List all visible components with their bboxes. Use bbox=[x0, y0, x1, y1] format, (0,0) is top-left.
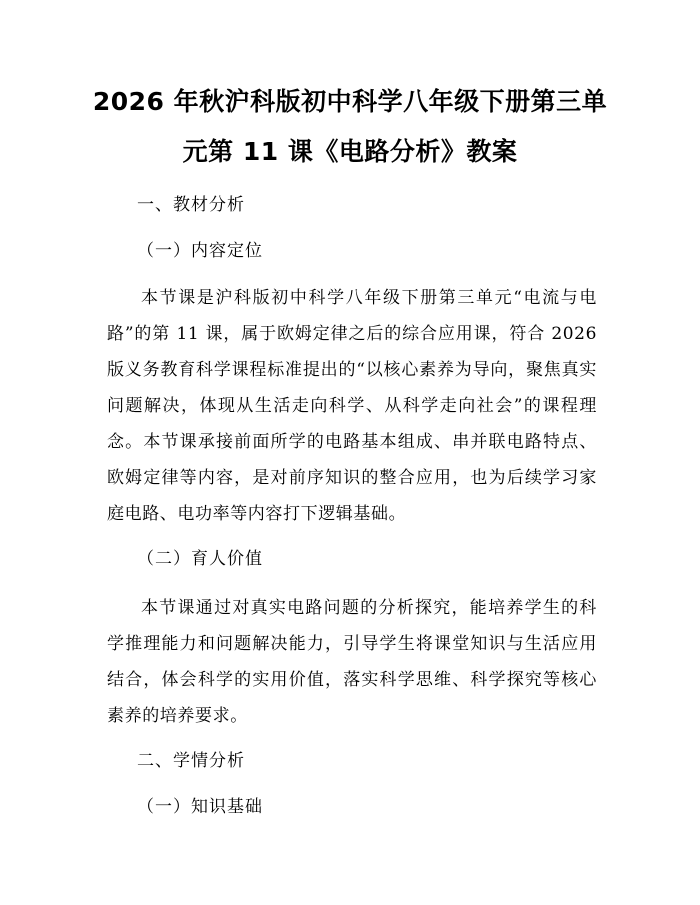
section-heading-student-analysis: 二、学情分析 bbox=[137, 751, 245, 771]
document-title-line-1: 2026 年秋沪科版初中科学八年级下册第三单 bbox=[92, 87, 608, 116]
subheading-educational-value: （二）育人价值 bbox=[137, 549, 263, 569]
paragraph-content-positioning: 本节课是沪科版初中科学八年级下册第三单元“电流与电路”的第 11 课，属于欧姆定律之后的综合应用课，符合 2026 版义务教育科学课程标准提出的“以核心素养为导向，聚焦真实问题解决，体现从生活走向科学、从科学走向社会”的课程理念。本节课承接前面所学的电路基本组成、串并联电路特点、欧姆定律等内容，是对前序知识的整合应用，也为后续学习家庭电路、电功率等内容打下逻辑基础。 bbox=[107, 288, 597, 524]
subheading-knowledge-base: （一）知识基础 bbox=[137, 797, 263, 817]
document-title-line-2: 元第 11 课《电路分析》教案 bbox=[182, 137, 518, 166]
paragraph-educational-value: 本节课通过对真实电路问题的分析探究，能培养学生的科学推理能力和问题解决能力，引导学生将课堂知识与生活应用结合，体会科学的实用价值，落实科学思维、科学探究等核心素养的培养要求。 bbox=[107, 598, 597, 726]
subheading-content-positioning: （一）内容定位 bbox=[137, 241, 263, 261]
section-heading-textbook-analysis: 一、教材分析 bbox=[137, 195, 245, 215]
